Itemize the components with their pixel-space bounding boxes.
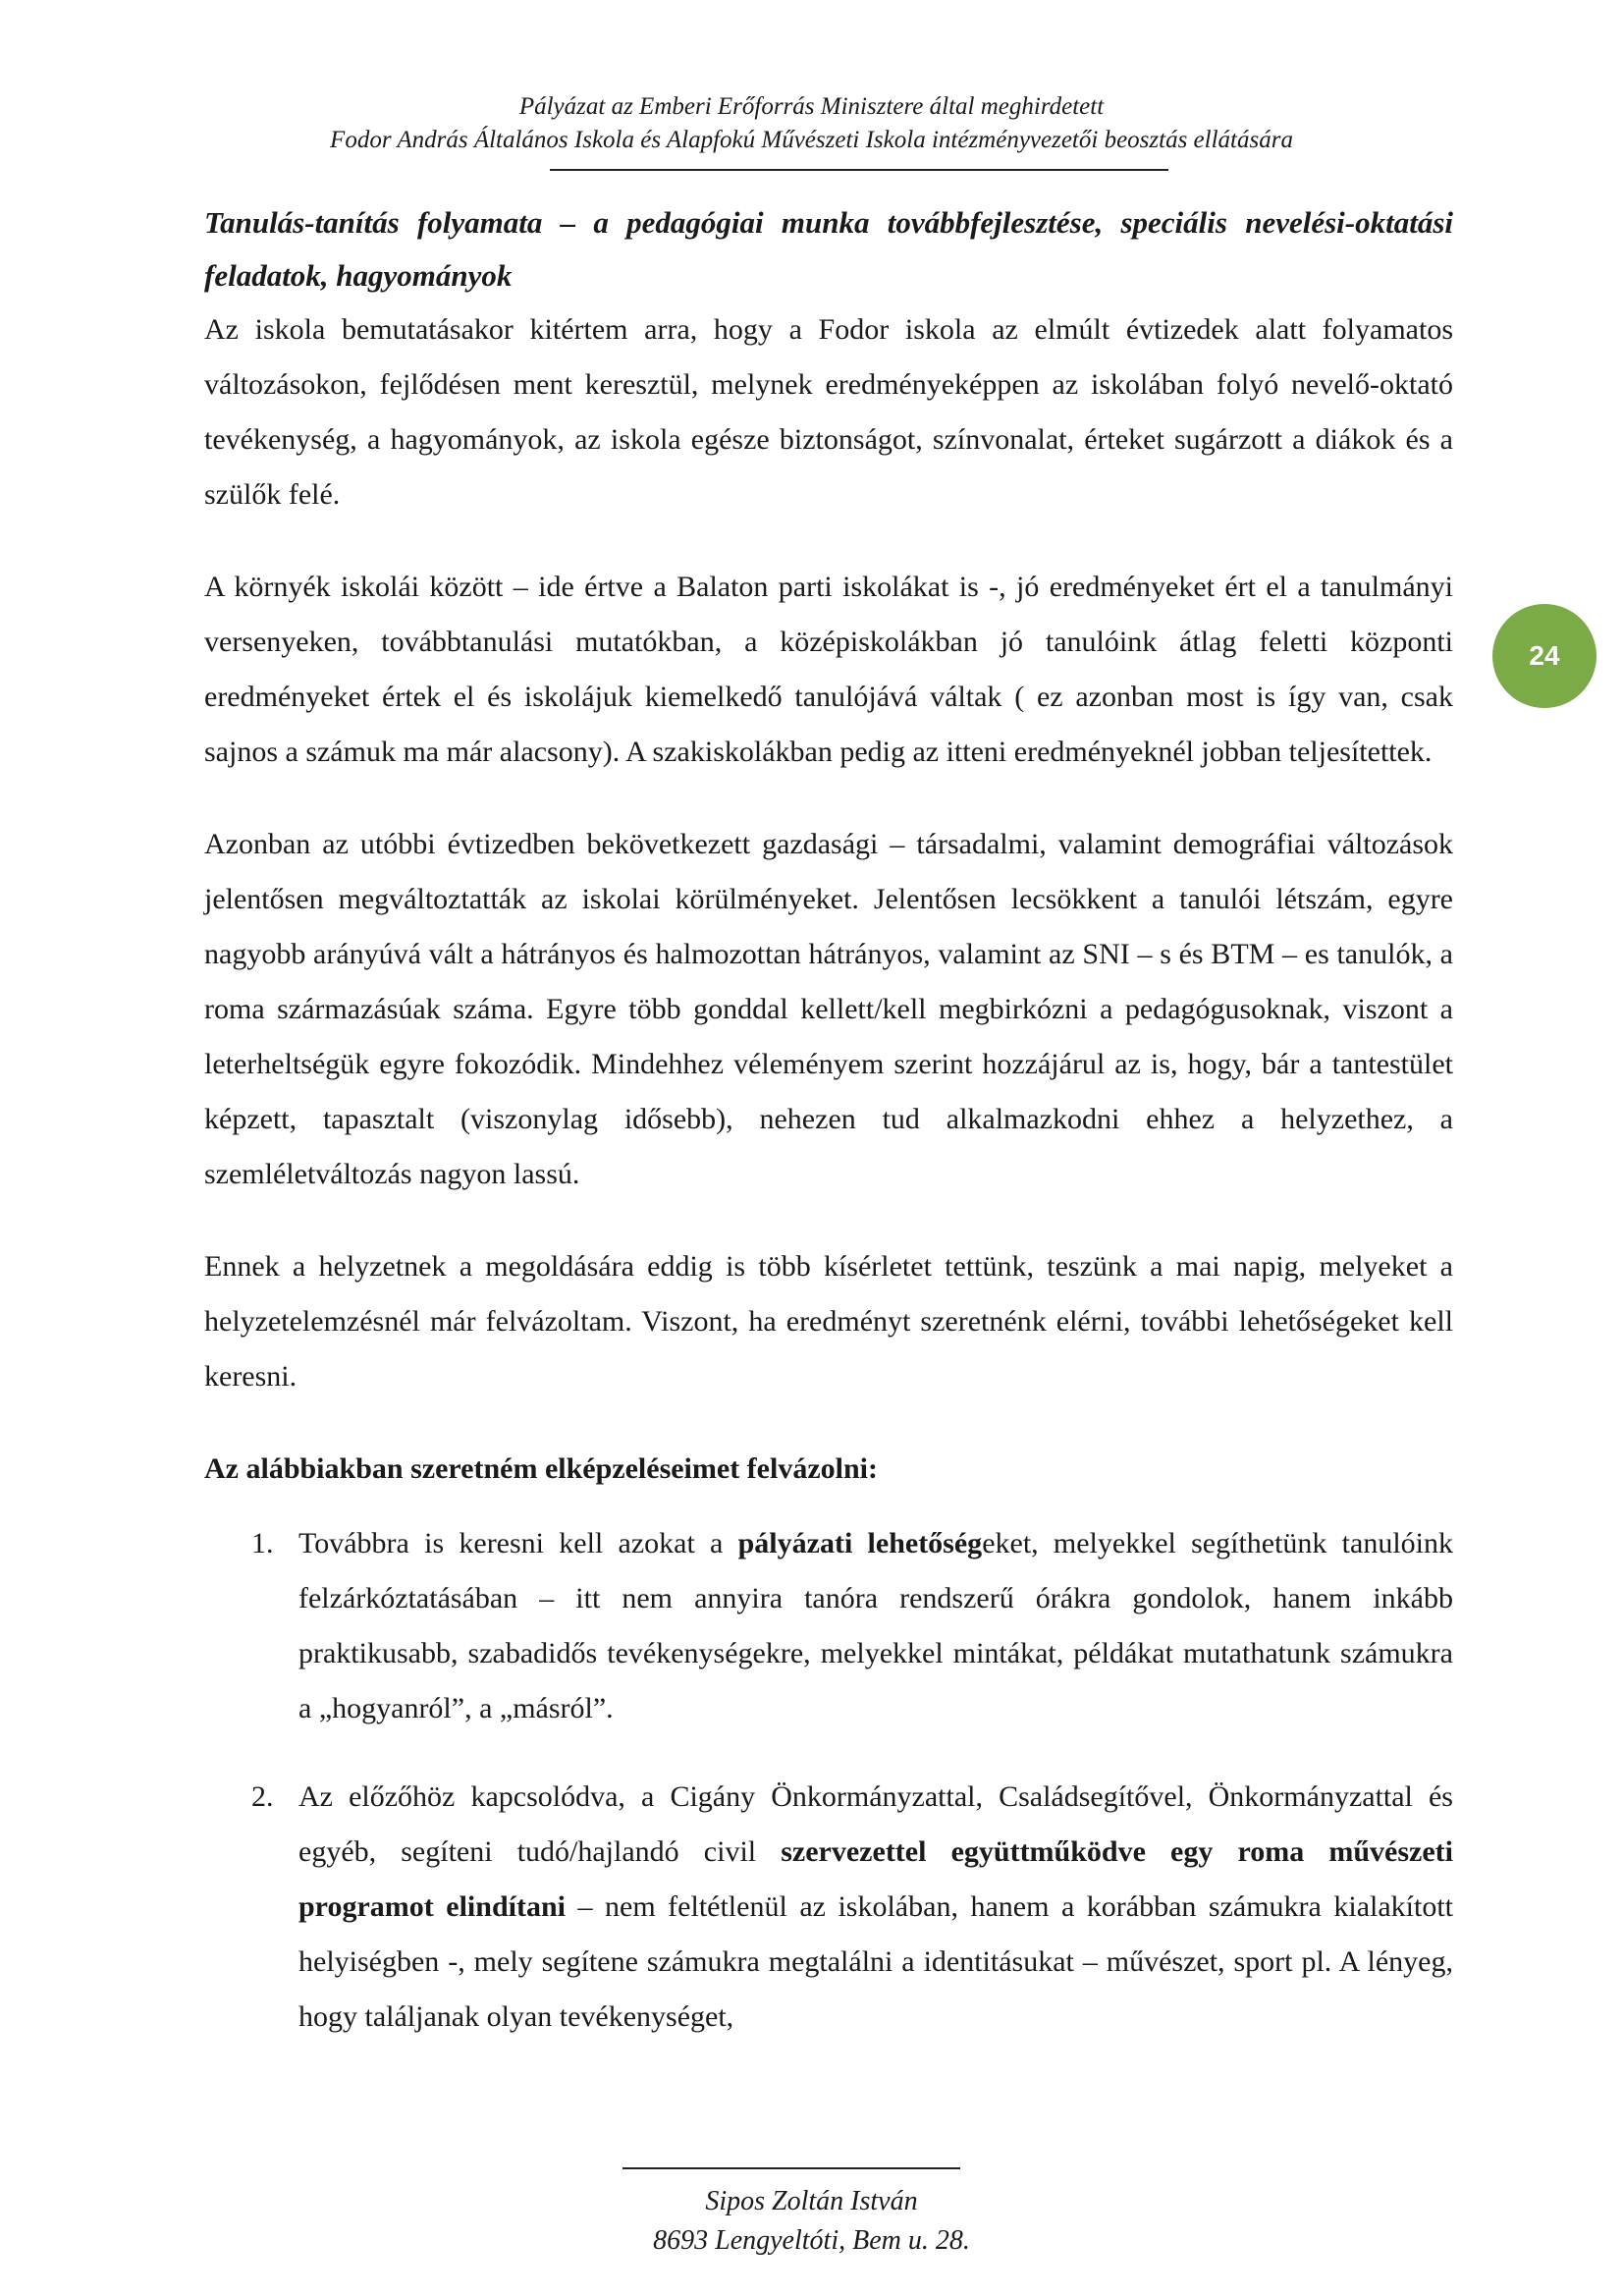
page-footer: [0, 2182, 1623, 2261]
list-heading: Az alábbiakban szeretném elképzeléseimet felvázolni:: [204, 1452, 878, 1485]
paragraph-4: Ennek a helyzetnek a megoldására eddig is több kísérletet tettünk, teszünk a mai napig, melyeket a helyzetelemzésnél már felvázoltam. Viszont, ha eredményt szeretnénk elérni, további lehetőségeket kell keresni.: [204, 1250, 1453, 1393]
author-address: 8693 Lengyeltóti, Bem u. 28.: [653, 2225, 970, 2256]
list-item-emphasis: szervezettel együttműködve egy roma művészeti programot elindítani: [298, 1835, 1453, 1923]
list-item: [204, 1770, 1453, 2045]
list-item-text: Az előzőhöz kapcsolódva, a Cigány Önkormányzattal, Családsegítővel, Önkormányzattal és egyéb, segíteni tudó/hajlandó civil: [298, 1780, 1453, 1868]
list-item-text: eket, melyekkel segíthetünk tanulóink felzárkóztatásában – itt nem annyira tanóra rendszerű órákra gondolok, hanem inkább praktikusabb, szabadidős tevékenységekre, melyekkel mintákat, példákat mutathatunk számukra a „hogyanról”, a „másról”.: [298, 1527, 1454, 1724]
document-body: [204, 196, 1453, 2078]
page-header: [0, 90, 1623, 157]
list-item-emphasis: pályázati lehetőség: [737, 1527, 983, 1559]
list-item-number: 2.: [251, 1780, 274, 1813]
list-item-number: 1.: [251, 1527, 274, 1559]
list-item: [204, 1516, 1453, 1736]
footer-divider: [622, 2167, 960, 2169]
proposal-list: [204, 1516, 1453, 2045]
author-name: Sipos Zoltán István: [705, 2186, 918, 2216]
paragraph-1: Az iskola bemutatásakor kitértem arra, hogy a Fodor iskola az elmúlt évtizedek alatt folyamatos változásokon, fejlődésen ment keresztül, melynek eredményeképpen az iskolában folyó nevelő-oktató tevékenység, a hagyományok, az iskola egésze biztonságot, színvonalat, érteket sugárzott a diákok és a szülők felé.: [204, 313, 1453, 511]
header-line-1: Pályázat az Emberi Erőforrás Minisztere által meghirdetett: [518, 93, 1105, 120]
paragraph-2: A környék iskolái között – ide értve a Balaton parti iskolákat is -, jó eredményeket ért el a tanulmányi versenyeken, továbbtanulási mutatókban, a középiskolákban jó tanulóink átlag feletti központi eredményeket értek el és iskolájuk kiemelkedő tanulójává váltak ( ez azonban most is így van, csak sajnos a számuk ma már alacsony). A szakiskolákban pedig az itteni eredményeknél jobban teljesítettek.: [204, 571, 1453, 768]
paragraph-3: Azonban az utóbbi évtizedben bekövetkezett gazdasági – társadalmi, valamint demográfiai változások jelentősen megváltoztatták az iskolai körülményeket. Jelentősen lecsökkent a tanulói létszám, egyre nagyobb arányúvá vált a hátrányos és halmozottan hátrányos, valamint az SNI – s és BTM – es tanulók, a roma származásúak száma. Egyre több gonddal kellett/kell megbirkózni a pedagógusoknak, viszont a leterheltségük egyre fokozódik. Mindehhez véleményem szerint hozzájárul az is, hogy, bár a tantestület képzett, tapasztalt (viszonylag idősebb), nehezen tud alkalmazkodni ehhez a helyzethez, a szemléletváltozás nagyon lassú.: [204, 828, 1453, 1190]
header-divider: [550, 169, 1168, 171]
header-line-2: Fodor András Általános Iskola és Alapfokú Művészeti Iskola intézményvezetői beosztás ellátására: [330, 127, 1293, 153]
list-item-text: Továbbra is keresni kell azokat a: [298, 1527, 738, 1559]
section-title: Tanulás-tanítás folyamata – a pedagógiai munka továbbfejlesztése, speciális nevelési-oktatási feladatok, hagyományok: [204, 205, 1453, 293]
list-item-text: – nem feltétlenül az iskolában, hanem a korábban számukra kialakított helyiségben -, mely segítene számukra megtalálni a identitásukat – művészet, sport pl. A lényeg, hogy találjanak olyan tevékenységet,: [298, 1890, 1454, 2033]
page-number-badge: 24: [1492, 604, 1596, 708]
